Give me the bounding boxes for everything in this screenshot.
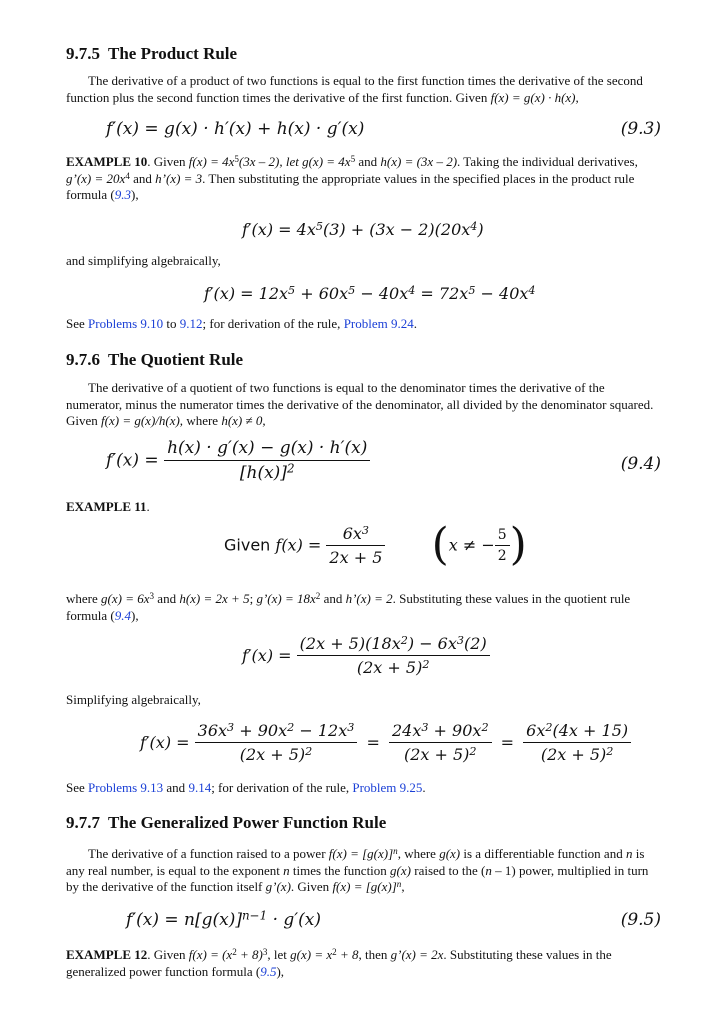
section-heading-9-7-6	[66, 350, 243, 370]
product-rule-intro: The derivative of a product of two functions is equal to the first function times the derivative of the second function plus the second function times the derivative of the first function. Given f(x) = g(x) · h(x),	[66, 73, 643, 105]
given-fraction: $\frac{6x^3}{2x + 5}$	[326, 524, 385, 567]
link-problems-9-10[interactable]: Problems 9.10	[88, 316, 164, 331]
example-11-where: where $g(x) = 6x^3$ and h(x) = 2x + 5; g’(x) = $18x^2$ and h’(x) = 2. Substituting these values in the quotient rule formula (9.4),	[66, 590, 631, 623]
example-12-text: EXAMPLE 12. Given $f(x) = (x^2 + 8)^3$, let $g(x) = x^2 + 8$, then g’(x) = 2x. Substituting these values in the generalized power function formula (9.5),	[66, 946, 612, 979]
section-title: The Product Rule	[108, 44, 238, 63]
equation-number-9-3: (9.3)	[620, 119, 661, 139]
see-problems-9-13: See Problems 9.13 and 9.14; for derivation of the rule, Problem 9.25.	[66, 780, 426, 795]
ref-eq-9-5[interactable]: 9.5	[260, 963, 277, 979]
equation-number-9-5: (9.5)	[620, 910, 661, 930]
example-11-given: Given f(x) = $\frac{6x^3}{2x + 5}$ (x ≠ − $\frac{5}{2}$ )	[224, 519, 527, 570]
section-number: 9.7.7	[66, 813, 100, 832]
section-number: 9.7.5	[66, 44, 100, 63]
example-11-label-line: EXAMPLE 11.	[66, 499, 150, 514]
power-rule-equation: $f'(x) = n[g(x)]^{n-1} \cdot g'(x)$	[126, 908, 322, 930]
section-heading-9-7-7	[66, 813, 386, 833]
section-number: 9.7.6	[66, 350, 100, 369]
quotient-rule-intro: The derivative of a quotient of two functions is equal to the denominator times the derivative of the numerator, minus the numerator times the derivative of the denominator, all divided by the denominator squared. Given f(x) = g(x)/h(x), where h(x) ≠ 0,	[66, 380, 654, 428]
link-problem-9-24[interactable]: Problem 9.24	[343, 316, 414, 331]
quotient-rule-equation: f′(x) = $\frac{h(x) \cdot g'(x) - g(x) \cdot h'(x)}{[h(x)]^2}$	[106, 438, 370, 483]
example-11-label: EXAMPLE 11	[66, 499, 147, 514]
section-title: The Generalized Power Function Rule	[108, 813, 387, 832]
link-problems-9-13[interactable]: Problems 9.13	[88, 780, 164, 795]
quotient-fraction: $\frac{h(x) \cdot g'(x) - g(x) \cdot h'(x)}{[h(x)]^2}$	[164, 438, 370, 483]
link-problem-9-14[interactable]: 9.14	[188, 780, 212, 795]
equation-number-9-4: (9.4)	[620, 454, 661, 474]
link-problem-9-12[interactable]: 9.12	[179, 316, 203, 331]
example-11-substitution: f′(x) = $\frac{(2x + 5)(18x^2) - 6x^3(2)}{(2x + 5)^2}$	[242, 634, 490, 677]
ref-eq-9-4[interactable]: 9.4	[114, 607, 131, 623]
simplifying-text: and simplifying algebraically,	[66, 253, 221, 268]
example-10-text: EXAMPLE 10. Given $f(x) = 4x^5(3x - 2)$, let $g(x) = 4x^5$ and h(x) = (3x – 2). Taking the individual derivatives, g’(x) = $20x^4$ and h’(x) = 3. Then substituting the appropriate values in the specified places in the product rule formula (9.3),	[66, 153, 638, 202]
simplifying-text-2: Simplifying algebraically,	[66, 692, 201, 707]
example-10-substitution: $f'(x) = 4x^5(3) + (3x - 2)(20x^4)$	[242, 219, 484, 239]
power-rule-intro: The derivative of a function raised to a power $f(x) = [g(x)]^n$, where g(x) is a differentiable function and n is any real number, is equal to the exponent n times the function g(x) raised to the (n – 1) power, multiplied in turn by the derivative of the function itself g’(x). Given $f(x) = [g(x)]^n$,	[66, 845, 649, 894]
see-problems-9-10: See Problems 9.10 to 9.12; for derivation of the rule, Problem 9.24.	[66, 316, 417, 331]
link-problem-9-25[interactable]: Problem 9.25	[352, 780, 423, 795]
section-heading-9-7-5	[66, 44, 237, 64]
ref-eq-9-3[interactable]: 9.3	[114, 187, 131, 202]
product-rule-equation: f′(x) = g(x) · h′(x) + h(x) · g′(x)	[106, 119, 365, 139]
section-title: The Quotient Rule	[108, 350, 244, 369]
example-10-simplified: $f'(x) = 12x^5 + 60x^5 - 40x^4 = 72x^5 - 40x^4$	[204, 283, 536, 303]
example-11-simplified: f′(x) = $\frac{36x^3 + 90x^2 - 12x^3}{(2x + 5)^2}$ = $\frac{24x^3 + 90x^2}{(2x + 5)^2}$ = $\frac{6x^2(4x + 15)}{(2x + 5)^2}$	[140, 721, 631, 764]
example-10-label: EXAMPLE 10	[66, 154, 148, 169]
example-12-label: EXAMPLE 12	[66, 947, 148, 962]
